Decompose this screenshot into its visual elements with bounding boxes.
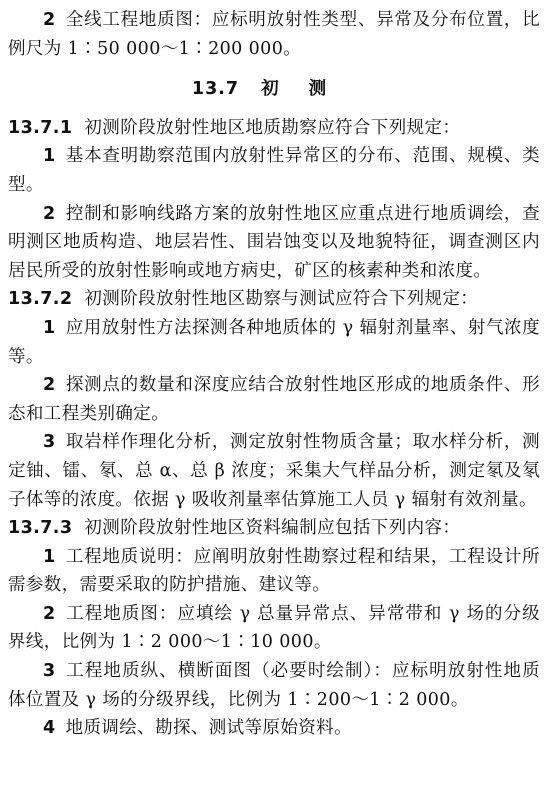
list-item bbox=[8, 657, 540, 714]
list-item bbox=[8, 600, 540, 657]
item-number: 2 bbox=[43, 375, 56, 396]
list-item bbox=[8, 428, 540, 514]
item-text: 地质调绘、勘探、测试等原始资料。 bbox=[65, 718, 352, 739]
item-number: 4 bbox=[43, 718, 56, 739]
item-text: 控制和影响线路方案的放射性地区应重点进行地质调绘，查明测区地质构造、地层岩性、围岩蚀变以及地貌特征，调查测区内居民所受的放射性影响或地方病史，矿区的核素种类和浓度。 bbox=[8, 203, 540, 281]
item-text: 全线工程地质图：应标明放射性类型、异常及分布位置，比例尺为 1∶50 000～1∶200 000。 bbox=[8, 10, 540, 59]
clause-text: 初测阶段放射性地区勘察与测试应符合下列规定： bbox=[84, 289, 479, 310]
list-item bbox=[8, 200, 540, 286]
item-number: 1 bbox=[43, 546, 56, 567]
list-item bbox=[8, 142, 540, 199]
list-item bbox=[8, 543, 540, 600]
section-heading bbox=[8, 75, 540, 104]
section-title: 初测 bbox=[261, 79, 357, 100]
clause bbox=[8, 285, 540, 314]
item-text: 取岩样作理化分析，测定放射性物质含量；取水样分析，测定铀、镭、氡、总 α、总 β 浓度；采集大气样品分析，测定氡及氡子体等的浓度。依据 γ 吸收剂量率估算施工人员 γ 辐射有效剂量。 bbox=[8, 432, 540, 510]
clause bbox=[8, 114, 540, 143]
list-item bbox=[8, 6, 540, 63]
clause-text: 初测阶段放射性地区资料编制应包括下列内容： bbox=[84, 518, 461, 539]
clause-number: 13.7.1 bbox=[8, 117, 73, 138]
item-number: 2 bbox=[43, 603, 56, 624]
item-text: 工程地质图：应填绘 γ 总量异常点、异常带和 γ 场的分级界线，比例为 1∶2 000～1∶10 000。 bbox=[8, 603, 540, 653]
item-number: 2 bbox=[43, 203, 56, 224]
list-item bbox=[8, 371, 540, 428]
item-number: 2 bbox=[43, 10, 56, 30]
item-text: 基本查明勘察范围内放射性异常区的分布、范围、规模、类型。 bbox=[8, 146, 540, 195]
item-number: 3 bbox=[43, 432, 56, 453]
list-item bbox=[8, 714, 540, 743]
item-text: 工程地质说明：应阐明放射性勘察过程和结果，工程设计所需参数，需要采取的防护措施、建议等。 bbox=[8, 546, 540, 596]
section-number: 13.7 bbox=[191, 79, 240, 100]
clause bbox=[8, 514, 540, 543]
clause-number: 13.7.3 bbox=[8, 518, 73, 539]
clause-text: 初测阶段放射性地区地质勘察应符合下列规定： bbox=[84, 117, 461, 138]
item-number: 3 bbox=[43, 661, 56, 682]
item-text: 应用放射性方法探测各种地质体的 γ 辐射剂量率、射气浓度等。 bbox=[8, 317, 540, 367]
item-number: 1 bbox=[43, 317, 56, 338]
list-item bbox=[8, 314, 540, 371]
item-text: 探测点的数量和深度应结合放射性地区形成的地质条件、形态和工程类别确定。 bbox=[8, 375, 540, 424]
item-text: 工程地质纵、横断面图（必要时绘制）：应标明放射性地质体位置及 γ 场的分级界线，比例为 1∶200～1∶2 000。 bbox=[8, 661, 540, 710]
clause-number: 13.7.2 bbox=[8, 289, 73, 310]
item-number: 1 bbox=[43, 146, 56, 167]
